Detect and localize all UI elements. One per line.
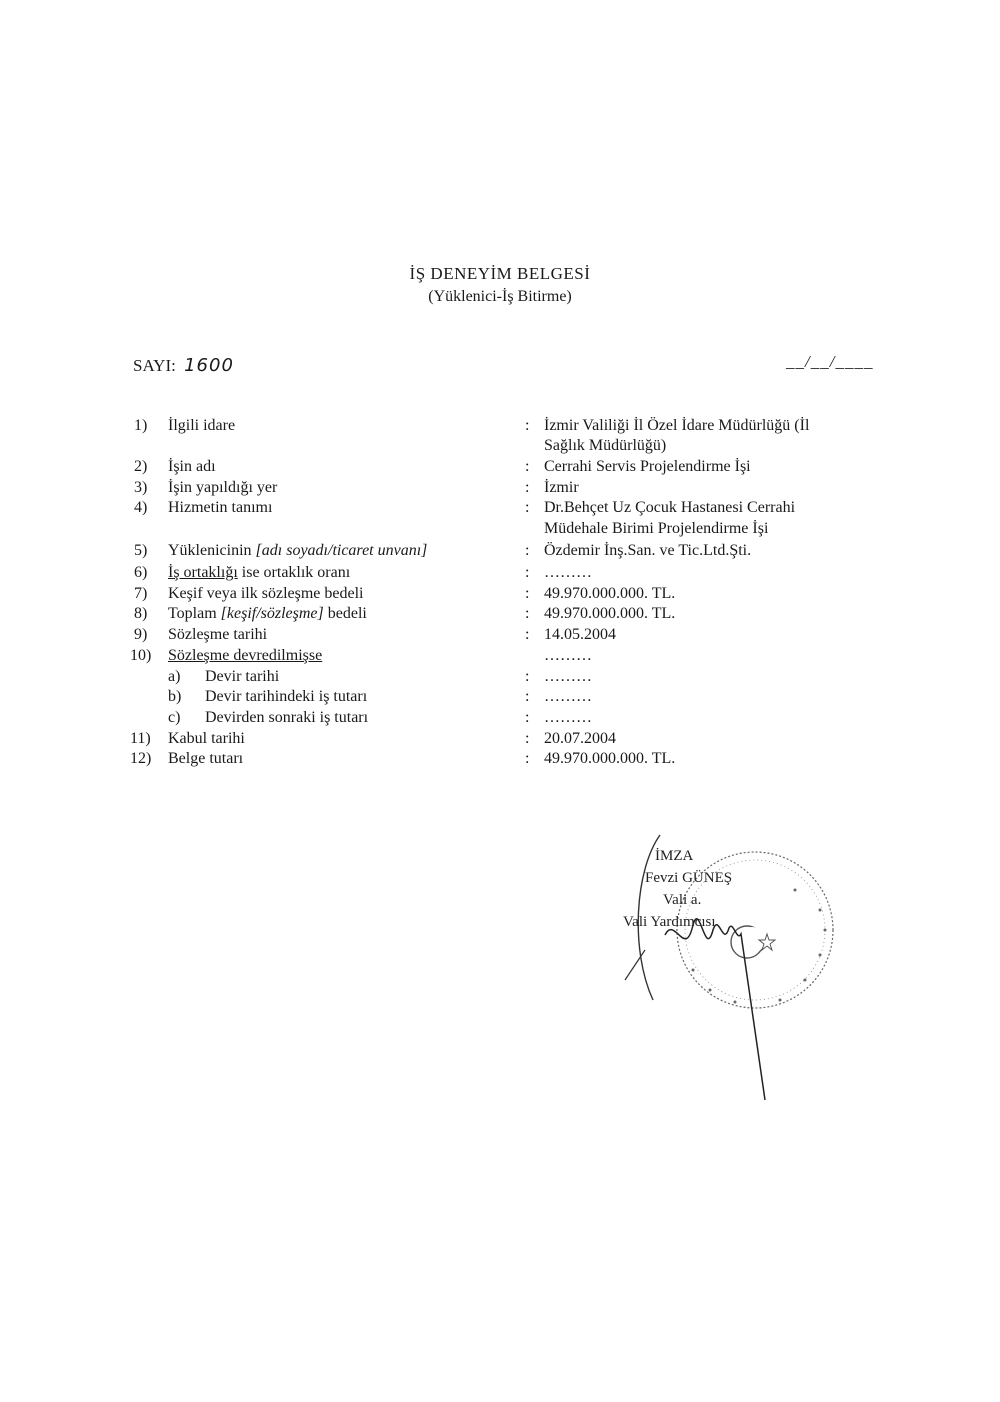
sayi-label: SAYI:: [133, 356, 176, 375]
item-number: 6): [134, 564, 148, 581]
item-label-underlined: Sözleşme devredilmişse: [168, 647, 323, 664]
item-label: İşin adı: [168, 458, 216, 475]
item-colon: :: [525, 564, 530, 581]
item-number: 9): [134, 626, 148, 643]
item-label-text: bedeli: [323, 605, 367, 622]
item-colon: :: [525, 626, 530, 643]
item-number: 7): [134, 585, 148, 602]
item-number: 12): [130, 750, 152, 767]
item-number: 11): [130, 730, 151, 747]
item-number: 4): [134, 499, 148, 516]
item-colon: :: [525, 688, 530, 705]
item-colon: :: [525, 542, 530, 559]
item-label: Hizmetin tanımı: [168, 499, 273, 516]
item-value: İzmir Valiliği İl Özel İdare Müdürlüğü (İl: [544, 417, 810, 434]
item-colon: :: [525, 458, 530, 475]
item-label-underlined: İş ortaklığı: [168, 564, 238, 581]
item-value-cont: Müdehale Birimi Projelendirme İşi: [544, 520, 769, 537]
item-number: 1): [134, 417, 148, 434]
item-letter: c): [168, 709, 181, 726]
item-number: 3): [134, 479, 148, 496]
signature-name: Fevzi GÜNEŞ: [645, 870, 733, 886]
item-colon: :: [525, 750, 530, 767]
item-label: Belge tutarı: [168, 750, 244, 767]
item-value: Cerrahi Servis Projelendirme İşi: [544, 458, 751, 475]
item-label: [168, 604, 367, 624]
item-colon: :: [525, 730, 530, 747]
item-value: Dr.Behçet Uz Çocuk Hastanesi Cerrahi: [544, 499, 796, 516]
item-value: 49.970.000.000. TL.: [544, 750, 676, 767]
item-value: ………: [544, 668, 592, 685]
item-letter: b): [168, 688, 182, 705]
item-label-text: Toplam: [168, 605, 221, 622]
item-label-text: Yüklenicinin: [168, 542, 256, 559]
item-value: ………: [544, 564, 592, 581]
item-label: [168, 541, 427, 561]
item-value: ………: [544, 647, 592, 664]
item-label: Sözleşme tarihi: [168, 626, 268, 643]
item-value: ………: [544, 688, 592, 705]
sayi-line: [133, 355, 234, 376]
date-blank: __/__/____: [786, 352, 874, 371]
item-label: Keşif veya ilk sözleşme bedeli: [168, 585, 364, 602]
item-label: Kabul tarihi: [168, 730, 245, 747]
item-value: Özdemir İnş.San. ve Tic.Ltd.Şti.: [544, 542, 752, 559]
item-colon: :: [525, 499, 530, 516]
item-value: 14.05.2004: [544, 626, 616, 643]
signature-imza: İMZA: [655, 848, 694, 864]
item-value: ………: [544, 709, 592, 726]
item-label-italic: [adı soyadı/ticaret unvanı]: [255, 542, 428, 559]
item-value: 20.07.2004: [544, 730, 616, 747]
item-colon: :: [525, 709, 530, 726]
item-letter: a): [168, 668, 181, 685]
item-colon: :: [525, 417, 530, 434]
signature-stamp-block: [615, 830, 845, 1100]
item-number: 5): [134, 542, 148, 559]
document-subtitle: (Yüklenici-İş Bitirme): [428, 288, 572, 305]
item-colon: :: [525, 605, 530, 622]
item-colon: :: [525, 668, 530, 685]
item-label: Devirden sonraki iş tutarı: [205, 709, 369, 726]
item-number: 8): [134, 605, 148, 622]
item-colon: :: [525, 479, 530, 496]
document-title: İŞ DENEYİM BELGESİ: [409, 264, 591, 283]
item-label: [168, 563, 350, 583]
item-label-italic: [keşif/sözleşme]: [220, 605, 324, 622]
item-value-cont: Sağlık Müdürlüğü): [544, 437, 667, 454]
item-colon: :: [525, 585, 530, 602]
signature-role-2: Vali Yardımcısı: [623, 914, 716, 930]
item-number: 2): [134, 458, 148, 475]
item-label-text: ise ortaklık oranı: [237, 564, 351, 581]
signature-role-1: Vali a.: [663, 892, 702, 908]
item-label: Devir tarihindeki iş tutarı: [205, 688, 368, 705]
item-value: 49.970.000.000. TL.: [544, 605, 676, 622]
item-label: Devir tarihi: [205, 668, 280, 685]
item-label: İşin yapıldığı yer: [168, 479, 278, 496]
item-value: İzmir: [544, 479, 579, 496]
item-number: 10): [130, 647, 152, 664]
item-value: 49.970.000.000. TL.: [544, 585, 676, 602]
sayi-value: 1600: [184, 355, 234, 376]
item-label: [168, 646, 322, 666]
item-label: İlgili idare: [168, 417, 236, 434]
